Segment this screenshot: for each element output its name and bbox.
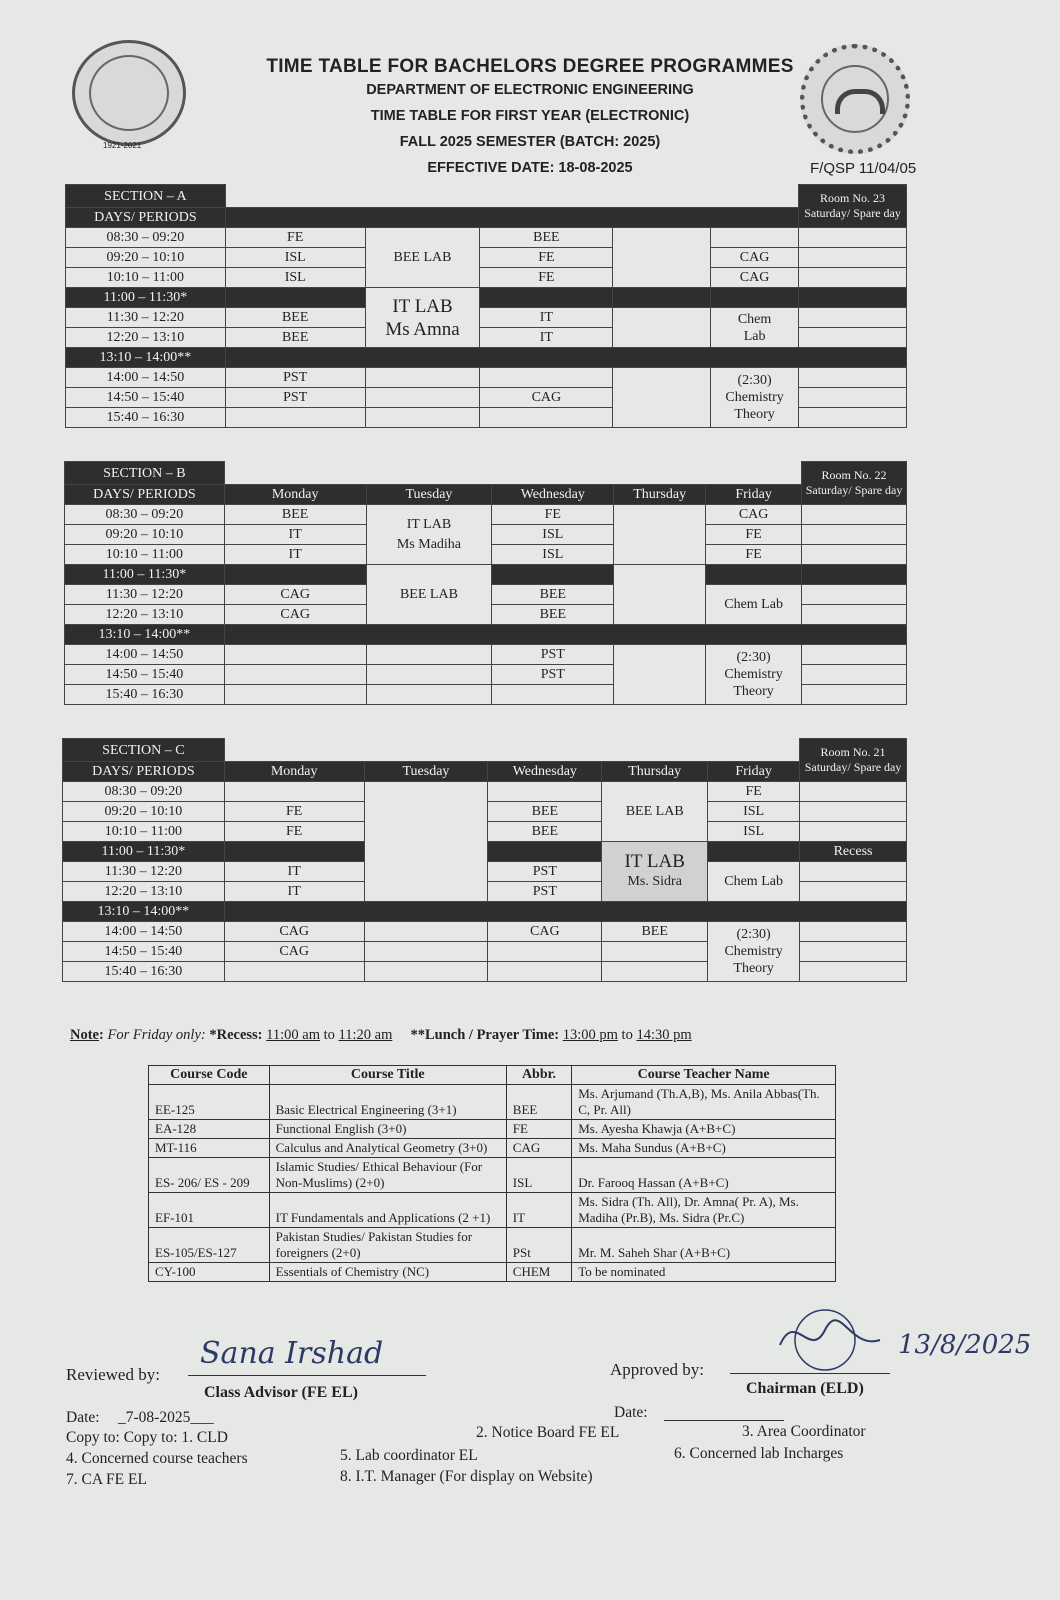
- slot: 14:00 – 14:50: [63, 922, 225, 942]
- copy-to-5: 5. Lab coordinator EL: [340, 1447, 478, 1464]
- room-number: Room No. 23: [820, 191, 886, 205]
- slot: 14:50 – 15:40: [66, 388, 226, 408]
- day-header: Monday: [224, 762, 364, 782]
- col-header: Course Code: [149, 1066, 270, 1085]
- cell: ISL: [492, 525, 614, 545]
- approver-signature-date: 13/8/2025: [898, 1330, 1032, 1360]
- cell: ISL: [225, 248, 365, 268]
- cell: CAG: [711, 248, 799, 268]
- slot: 12:20 – 13:10: [65, 605, 225, 625]
- cell: PST: [492, 645, 614, 665]
- slot: 15:40 – 16:30: [65, 685, 225, 705]
- day-header: Monday: [224, 485, 366, 505]
- cell: PST: [488, 862, 602, 882]
- cell: IT: [480, 328, 613, 348]
- cell: Chem Lab: [711, 308, 799, 348]
- slot: 08:30 – 09:20: [63, 782, 225, 802]
- course-teacher: Ms. Arjumand (Th.A,B), Ms. Anila Abbas(Th. C, Pr. All): [572, 1085, 836, 1120]
- logo-year-text: 1921-2021: [103, 141, 142, 150]
- copy-to-8: 8. I.T. Manager (For display on Website): [340, 1468, 593, 1485]
- course-teacher: Dr. Farooq Hassan (A+B+C): [572, 1158, 836, 1193]
- slot: 13:10 – 14:00**: [65, 625, 225, 645]
- course-title: Functional English (3+0): [269, 1120, 506, 1139]
- cell: BEE: [488, 822, 602, 842]
- slot: 13:10 – 14:00**: [63, 902, 225, 922]
- day-header: Wednesday: [492, 485, 614, 505]
- course-teacher: Ms. Ayesha Khawja (A+B+C): [572, 1120, 836, 1139]
- course-row: [149, 1263, 836, 1282]
- day-header: Tuesday: [366, 485, 492, 505]
- course-title: IT Fundamentals and Applications (2 +1): [269, 1193, 506, 1228]
- department-name: DEPARTMENT OF ELECTRONIC ENGINEERING: [366, 82, 694, 98]
- slot: 12:20 – 13:10: [66, 328, 226, 348]
- day-header: Tuesday: [364, 762, 488, 782]
- slot: 11:30 – 12:20: [65, 585, 225, 605]
- cell: CAG: [224, 942, 364, 962]
- room-number: Room No. 21: [820, 745, 886, 759]
- cell: FE: [224, 802, 364, 822]
- course-abbr: IT: [506, 1193, 571, 1228]
- section-a-timetable: [65, 184, 907, 428]
- slot: 08:30 – 09:20: [66, 228, 226, 248]
- course-code: EF-101: [149, 1193, 270, 1228]
- section-name: SECTION – B: [65, 462, 225, 485]
- it-lab: IT LAB: [406, 516, 452, 532]
- course-title: Basic Electrical Engineering (3+1): [269, 1085, 506, 1120]
- course-teacher: Mr. M. Saheh Shar (A+B+C): [572, 1228, 836, 1263]
- course-title: Islamic Studies/ Ethical Behaviour (For Non-Muslims) (2+0): [269, 1158, 506, 1193]
- days-periods-label: DAYS/ PERIODS: [65, 485, 225, 505]
- col-header: Abbr.: [506, 1066, 571, 1085]
- day-header: Thursday: [614, 485, 706, 505]
- cell: FE: [708, 782, 800, 802]
- cell: IT: [224, 862, 364, 882]
- recess-from: 11:00 am: [266, 1027, 320, 1043]
- section-b-timetable: [64, 461, 907, 705]
- cell: BEE: [492, 585, 614, 605]
- course-row: [149, 1228, 836, 1263]
- lunch-from: 13:00 pm: [562, 1027, 618, 1043]
- cell: Chem Lab: [706, 585, 802, 625]
- course-row: [149, 1158, 836, 1193]
- day-header: Friday: [708, 762, 800, 782]
- slot: 11:00 – 11:30*: [66, 288, 226, 308]
- copy-to-6: 6. Concerned lab Incharges: [674, 1445, 844, 1462]
- cell: BEE: [602, 922, 708, 942]
- cell: BEE: [492, 605, 614, 625]
- course-code: EE-125: [149, 1085, 270, 1120]
- course-code: CY-100: [149, 1263, 270, 1282]
- cell: CAG: [488, 922, 602, 942]
- cell: IT: [224, 525, 366, 545]
- cell: BEE: [488, 802, 602, 822]
- chairman-label: Chairman (ELD): [746, 1380, 864, 1397]
- cell: BEE: [224, 505, 366, 525]
- recess-to: 11:20 am: [338, 1027, 393, 1043]
- cell: PST: [225, 368, 365, 388]
- slot: 14:50 – 15:40: [65, 665, 225, 685]
- cell: FE: [480, 248, 613, 268]
- course-row: [149, 1085, 836, 1120]
- date-value: _7-08-2025___: [118, 1409, 214, 1426]
- course-code: MT-116: [149, 1139, 270, 1158]
- year-title: TIME TABLE FOR FIRST YEAR (ELECTRONIC): [370, 108, 690, 124]
- cell: (2:30) Chemistry Theory: [708, 922, 800, 982]
- date2-label: Date:: [614, 1404, 648, 1421]
- cell: CAG: [224, 605, 366, 625]
- course-abbr: CHEM: [506, 1263, 571, 1282]
- cell: FE: [492, 505, 614, 525]
- course-abbr: FE: [506, 1120, 571, 1139]
- course-title: Pakistan Studies/ Pakistan Studies for foreigners (2+0): [269, 1228, 506, 1263]
- course-title: Essentials of Chemistry (NC): [269, 1263, 506, 1282]
- date-label: Date:: [66, 1409, 100, 1426]
- cell: (2:30) Chemistry Theory: [706, 645, 802, 705]
- slot: 10:10 – 11:00: [65, 545, 225, 565]
- col-header: Course Title: [269, 1066, 506, 1085]
- section-c-table: [62, 738, 907, 982]
- slot: 09:20 – 10:10: [66, 248, 226, 268]
- slot: 11:30 – 12:20: [63, 862, 225, 882]
- timing-note: Note: For Friday only: *Recess: 11:00 am to 11:20 am **Lunch / Prayer Time: 13:00 pm to 14:30 pm: [70, 1027, 692, 1043]
- days-periods-label: DAYS/ PERIODS: [66, 208, 226, 228]
- cell: (2:30) Chemistry Theory: [711, 368, 799, 428]
- slot: 14:00 – 14:50: [66, 368, 226, 388]
- approved-by-label: Approved by:: [610, 1360, 704, 1379]
- section-c-timetable: [62, 738, 907, 982]
- section-name: SECTION – A: [66, 185, 226, 208]
- slot: 11:00 – 11:30*: [63, 842, 225, 862]
- course-code: EA-128: [149, 1120, 270, 1139]
- saturday-label: Saturday/ Spare day: [805, 483, 903, 497]
- it-lab: IT LAB: [624, 850, 685, 872]
- course-teacher: Ms. Maha Sundus (A+B+C): [572, 1139, 836, 1158]
- slot: 08:30 – 09:20: [65, 505, 225, 525]
- date2-line: [664, 1420, 784, 1421]
- course-abbr: CAG: [506, 1139, 571, 1158]
- slot: 13:10 – 14:00**: [66, 348, 226, 368]
- lunch-label: **Lunch / Prayer Time:: [410, 1027, 560, 1043]
- section-name: SECTION – C: [63, 739, 225, 762]
- cell: FE: [480, 268, 613, 288]
- col-header: Course Teacher Name: [572, 1066, 836, 1085]
- cell: IT: [224, 882, 364, 902]
- cell: CAG: [711, 268, 799, 288]
- reviewer-signature-line: [188, 1375, 426, 1376]
- copy-to-2: 2. Notice Board FE EL: [476, 1424, 620, 1441]
- cell: FE: [225, 228, 365, 248]
- days-periods-label: DAYS/ PERIODS: [63, 762, 225, 782]
- cell: FE: [706, 525, 802, 545]
- doc-title: TIME TABLE FOR BACHELORS DEGREE PROGRAMMES: [266, 56, 794, 77]
- recess-label: Recess: [800, 842, 907, 862]
- slot: 09:20 – 10:10: [63, 802, 225, 822]
- slot: 10:10 – 11:00: [63, 822, 225, 842]
- room-number: Room No. 22: [821, 468, 887, 482]
- copy-to-1: Copy to: Copy to: 1. CLD: [66, 1429, 228, 1446]
- slot: 15:40 – 16:30: [63, 962, 225, 982]
- copy-to-3: 3. Area Coordinator: [742, 1423, 866, 1440]
- it-lab-teacher: Ms. Sidra: [627, 873, 682, 889]
- cell: IT: [224, 545, 366, 565]
- slot: 10:10 – 11:00: [66, 268, 226, 288]
- course-code: ES-105/ES-127: [149, 1228, 270, 1263]
- cell: FE: [706, 545, 802, 565]
- course-row: [149, 1120, 836, 1139]
- cell: ISL: [225, 268, 365, 288]
- day-header: Friday: [706, 485, 802, 505]
- cell: BEE LAB: [366, 565, 492, 625]
- slot: 09:20 – 10:10: [65, 525, 225, 545]
- it-lab-teacher: Ms Madiha: [396, 536, 462, 552]
- cell: CAG: [224, 922, 364, 942]
- slot: 11:00 – 11:30*: [65, 565, 225, 585]
- slot: 12:20 – 13:10: [63, 882, 225, 902]
- note-friday: For Friday only:: [107, 1027, 206, 1043]
- course-row: [149, 1139, 836, 1158]
- class-advisor-label: Class Advisor (FE EL): [204, 1384, 358, 1401]
- course-code: ES- 206/ ES - 209: [149, 1158, 270, 1193]
- cell: PST: [225, 388, 365, 408]
- cell: PST: [492, 665, 614, 685]
- course-table: [148, 1065, 836, 1282]
- course-row: [149, 1193, 836, 1228]
- note-label: Note: [70, 1027, 99, 1043]
- cell: CAG: [706, 505, 802, 525]
- it-lab: IT LAB: [392, 295, 453, 317]
- slot: 11:30 – 12:20: [66, 308, 226, 328]
- cell: ISL: [492, 545, 614, 565]
- to-word: to: [323, 1027, 335, 1043]
- course-abbr: ISL: [506, 1158, 571, 1193]
- section-a-table: [65, 184, 907, 428]
- cell: BEE: [480, 228, 613, 248]
- approver-signature: [770, 1300, 890, 1380]
- saturday-label: Saturday/ Spare day: [804, 206, 901, 220]
- cell: CAG: [480, 388, 613, 408]
- reviewer-signature: Sana Irshad: [200, 1336, 384, 1371]
- reviewed-by-label: Reviewed by:: [66, 1365, 160, 1384]
- course-title: Calculus and Analytical Geometry (3+0): [269, 1139, 506, 1158]
- cell: BEE: [225, 328, 365, 348]
- day-header: Wednesday: [488, 762, 602, 782]
- cell: BEE LAB: [365, 228, 480, 288]
- to-word: to: [621, 1027, 633, 1043]
- course-abbr: PSt: [506, 1228, 571, 1263]
- day-header: Thursday: [602, 762, 708, 782]
- cell: BEE LAB: [602, 782, 708, 842]
- cell: BEE: [225, 308, 365, 328]
- slot: 14:50 – 15:40: [63, 942, 225, 962]
- recess-label: *Recess:: [209, 1027, 263, 1043]
- copy-to-7: 7. CA FE EL: [66, 1471, 147, 1488]
- slot: 15:40 – 16:30: [66, 408, 226, 428]
- course-teacher: Ms. Sidra (Th. All), Dr. Amna( Pr. A), Ms. Madiha (Pr.B), Ms. Sidra (Pr.C): [572, 1193, 836, 1228]
- cell: PST: [488, 882, 602, 902]
- cell: FE: [224, 822, 364, 842]
- effective-date: EFFECTIVE DATE: 18-08-2025: [427, 160, 633, 176]
- section-b-table: [64, 461, 907, 705]
- course-teacher: To be nominated: [572, 1263, 836, 1282]
- cell: ISL: [708, 822, 800, 842]
- form-code: F/QSP 11/04/05: [810, 160, 917, 177]
- cell: IT: [480, 308, 613, 328]
- copy-to-4: 4. Concerned course teachers: [66, 1450, 248, 1467]
- cell: ISL: [708, 802, 800, 822]
- semester-title: FALL 2025 SEMESTER (BATCH: 2025): [399, 134, 661, 150]
- cell: Chem Lab: [708, 862, 800, 902]
- cell: CAG: [224, 585, 366, 605]
- slot: 14:00 – 14:50: [65, 645, 225, 665]
- course-abbr: BEE: [506, 1085, 571, 1120]
- saturday-label: Saturday/ Spare day: [804, 760, 902, 774]
- lunch-to: 14:30 pm: [636, 1027, 692, 1043]
- it-lab-teacher: Ms Amna: [385, 318, 460, 340]
